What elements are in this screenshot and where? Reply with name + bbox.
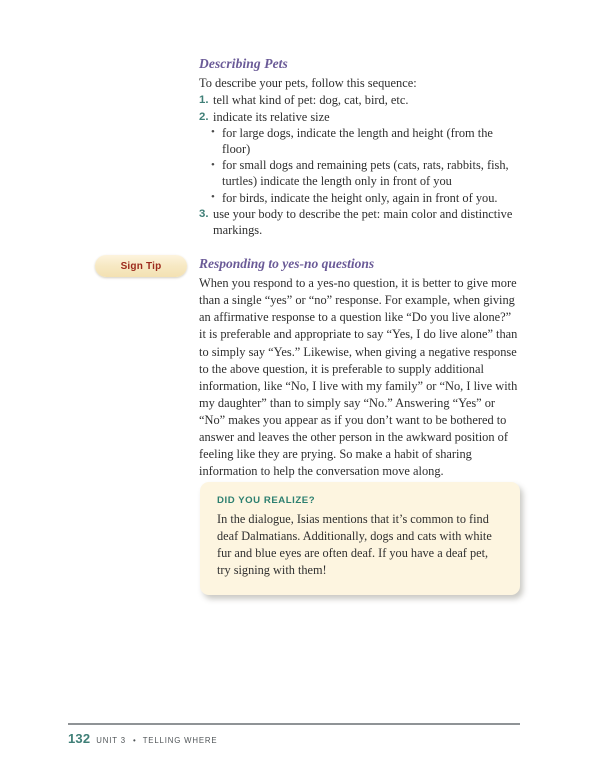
relative-size-bullet-list (199, 125, 521, 206)
callout-body-text: In the dialogue, Isias mentions that it’s common to find deaf Dalmatians. Additionally, dogs and cats with white fur and blue eyes are often deaf. If you have a deaf pet, try signing with them! (217, 512, 492, 577)
list-item-text: for large dogs, indicate the length and height (from the floor) (222, 125, 493, 156)
section-responding-yes-no (199, 256, 521, 480)
list-marker: 3. (199, 207, 209, 220)
list-item (199, 125, 521, 157)
section-describing-pets (199, 56, 521, 238)
list-item (199, 206, 521, 238)
footer-divider (68, 723, 520, 725)
list-marker: 1. (199, 94, 209, 107)
footer-separator-icon: • (132, 736, 136, 745)
footer-unit-label: UNIT 3 (96, 736, 126, 745)
list-item (199, 157, 521, 189)
list-item-text: indicate its relative size (213, 109, 330, 124)
describing-pets-ordered-list-continued (199, 206, 521, 238)
sign-tip-label: Sign Tip (120, 260, 162, 272)
list-item (199, 92, 521, 108)
bullet-marker: • (211, 126, 215, 139)
sign-tip-badge (95, 255, 187, 277)
list-item-text: for small dogs and remaining pets (cats, rats, rabbits, fish, turtles) indicate the length only in front of you (222, 158, 509, 189)
page-number: 132 (68, 731, 91, 746)
list-item (199, 190, 521, 206)
describing-pets-ordered-list (199, 92, 521, 124)
list-item-text: tell what kind of pet: dog, cat, bird, etc. (213, 93, 409, 108)
responding-body-paragraph: When you respond to a yes-no question, it is better to give more than a single “yes” or “no” response. For example, when giving an affirmative response to a question like “Do you live alone?” it is preferable and appropriate to say “Yes, I do live alone” than to simply say “Yes.” Likewise, when giving a negative response to the above question, it is preferable to supply additional information, like “No, I live with my family” or “No, I live with my daughter” than to simply say “No.” Answering “Yes” or “No” makes you appear as if you don’t want to be bothered to answer and leaves the other person in the awkward position of feeling like they are prying. So make a habit of sharing information to help the conversation move along. (199, 276, 518, 479)
list-marker: 2. (199, 110, 209, 123)
list-item (199, 109, 521, 125)
did-you-realize-callout (200, 482, 520, 595)
bullet-marker: • (211, 191, 215, 204)
bullet-marker: • (211, 158, 215, 171)
page-footer (68, 731, 217, 746)
list-item-text: use your body to describe the pet: main color and distinctive markings. (213, 206, 513, 238)
list-item-text: for birds, indicate the height only, again in front of you. (222, 190, 498, 205)
callout-heading: DID YOU REALIZE? (217, 495, 316, 506)
footer-unit-title: TELLING WHERE (142, 736, 218, 745)
section-heading-responding: Responding to yes-no questions (199, 256, 375, 271)
describing-pets-lead: To describe your pets, follow this sequence: (199, 76, 417, 91)
page-title: Describing Pets (199, 56, 288, 71)
